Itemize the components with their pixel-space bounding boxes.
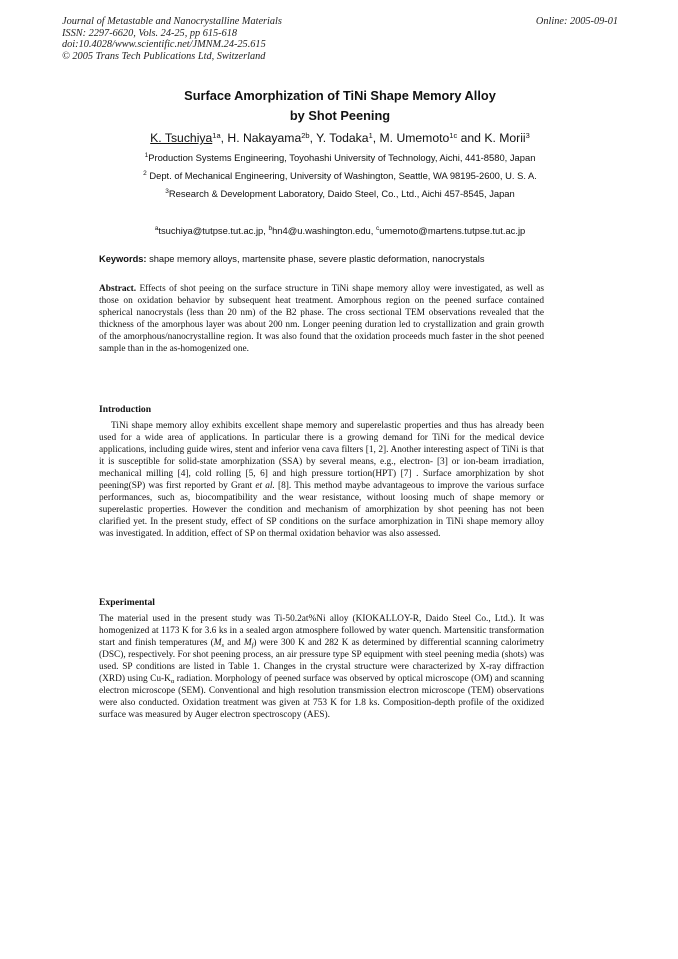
- author-name: M. Umemoto: [379, 131, 450, 145]
- author-4: [380, 131, 458, 145]
- email-sup: b: [268, 225, 273, 232]
- author-sup: 2b: [301, 131, 310, 140]
- email-2: [268, 225, 370, 236]
- affiliation-sup: 3: [165, 188, 169, 195]
- author-name: H. Nakayama: [227, 131, 302, 145]
- affiliation-text: Dept. of Mechanical Engineering, University of Washington, Seattle, WA 98195-2600, U. S. A.: [146, 170, 537, 181]
- intro-text-part-2: [8]. This method maybe advantageous to improve the various surface performances, such as, biocompatibility and the wear resistance, without loosing much of shape memory or superelastic properties. However the condition and mechanism of amorphization by shot peening has not been clarified yet. In the present study, effect of SP conditions on the surface amorphization in TiNi shape memory alloy was investigated. In addition, effect of SP on thermal oxidation behavior was also assessed.: [99, 481, 545, 539]
- author-1: [150, 131, 220, 145]
- email-text: hn4@u.washington.edu: [272, 225, 371, 236]
- author-5: [484, 131, 529, 145]
- email-sup: a: [154, 225, 159, 232]
- author-sup: 1c: [449, 131, 458, 140]
- author-3: [316, 131, 373, 145]
- affiliation-text: Research & Development Laboratory, Daido Steel, Co., Ltd., Aichi 457-8545, Japan: [168, 188, 515, 199]
- email-text: tsuchiya@tutpse.tut.ac.jp: [158, 225, 264, 236]
- author-name: K. Tsuchiya: [150, 131, 213, 145]
- paper-title: [62, 86, 618, 126]
- affiliation-text: Production Systems Engineering, Toyohashi University of Technology, Aichi, 441-8580, Japan: [148, 152, 536, 163]
- email-3: [376, 225, 525, 236]
- affiliation-2: [62, 170, 618, 182]
- email-text: umemoto@martens.tutpse.tut.ac.jp: [379, 225, 526, 236]
- author-2: [227, 131, 309, 145]
- intro-italic: et al.: [255, 481, 275, 491]
- keywords-text: shape memory alloys, martensite phase, severe plastic deformation, nanocrystals: [146, 254, 485, 264]
- doi-line: doi:10.4028/www.scientific.net/JMNM.24-25.615: [62, 39, 266, 51]
- title-line-2: by Shot Peening: [289, 108, 391, 123]
- experimental-heading: Experimental: [99, 597, 155, 608]
- mf-symbol: [244, 638, 254, 648]
- ms-m: M: [213, 638, 222, 648]
- ms-sub: s: [221, 642, 225, 649]
- expt-text-part-2: ) were 300 K and 282 K as determined by differential scanning calorimetry (DSC), respectively. For shot peening process, an air pressure type SP equipment with steel peening media (shots) was used. SP conditions are listed in Table 1. Changes in the crystal structure were characterized by X-ray diffraction (XRD) using Cu-K: [99, 638, 544, 684]
- issn-line: ISSN: 2297-6620, Vols. 24-25, pp 615-618: [62, 27, 238, 39]
- email-list: $^a$tsuchiya@tutpse.tut.ac.jp, $^b$hn4@u.washington.edu, $^c$umemoto@martens.tutpse.tut.ac.jp: [154, 225, 526, 236]
- keywords-label: Keywords:: [99, 254, 147, 264]
- affiliation-1: [62, 152, 618, 164]
- title-line-1: Surface Amorphization of TiNi Shape Memory Alloy: [184, 88, 496, 103]
- intro-text-part-1: TiNi shape memory alloy exhibits excellent shape memory and superelastic properties and thus has already been used for a wide area of applications. In particular there is a growing demand for TiNi for the medical device applications, including guide wires, stent and inferior vena cava filters [1, 2]. Another interesting aspect of TiNi is that it is susceptible for solid-state amorphization (SSA) by several means, e.g., electron- [3] or ion-beam irradiation, mechanical milling [4], cold rolling [5, 6] and high pressure tortion(HPT) [7] . Surface amorphization by shot peening(SP) was first reported by Grant: [99, 421, 544, 491]
- author-sup: 3: [525, 131, 530, 140]
- expt-text-part-3: radiation. Morphology of peened surface was observed by optical microscope (OM) and scanning electron microscope (SEM). Conventional and high resolution transmission electron microscope (TEM) observations were also conducted. Oxidation treatment was given at 753 K for 1.8 ks. Composition-depth profile of the oxidized surface was measured by Auger electron spectroscopy (AES).: [99, 674, 544, 720]
- author-sup: 1a: [212, 131, 221, 140]
- k-alpha-sub: α: [170, 678, 175, 685]
- introduction-heading: Introduction: [99, 404, 152, 415]
- affiliation-sup: 2: [143, 170, 147, 177]
- mf-m: M: [243, 638, 252, 648]
- author-list: K. Tsuchiya$^{1a}$, H. Nakayama$^{2b}$, Y. Todaka$^1$, M. Umemoto$^{1c}$ and K. Morii$^3$: [150, 131, 530, 145]
- journal-name: Journal of Metastable and Nanocrystalline Materials: [62, 16, 282, 27]
- authors-and: and: [460, 131, 481, 145]
- affiliation-3: [62, 188, 618, 200]
- online-date: Online: 2005-09-01: [535, 16, 618, 27]
- expt-and: and: [224, 638, 244, 648]
- expt-text-part-1: The material used in the present study was Ti-50.2at%Ni alloy (KIOKALLOY-R, Daido Steel Co., Ltd.). It was homogenized at 1173 K for 3.6 ks in a sealed argon atmosphere followed by water quench. Martensitic transformation start and finish temperatures (: [99, 614, 544, 648]
- mf-sub: f: [251, 642, 254, 649]
- ms-symbol: [214, 638, 224, 648]
- copyright-line: © 2005 Trans Tech Publications Ltd, Switzerland: [62, 50, 266, 62]
- abstract: [99, 283, 544, 355]
- introduction-body: [99, 420, 544, 540]
- email-1: [155, 225, 264, 236]
- affiliation-sup: 1: [144, 152, 149, 159]
- abstract-text: Effects of shot peeing on the surface structure in TiNi shape memory alloy were investigated, as well as those on oxidation behavior by subsequent heat treatment. Amorphous region on the peened surface contained spherical nanocrystals (less than 20 nm) of the B2 phase. The cross sectional TEM observations revealed that the thickness of the amorphous layer was about 200 nm. Longer peening duration led to crystallization and grain growth of the amorphous/nanocrystalline region. It was also found that the oxidation proceeds much faster in the shot peened sample than in the as-homogenized one.: [99, 284, 544, 354]
- author-name: Y. Todaka: [316, 131, 369, 145]
- keywords: [99, 253, 599, 265]
- experimental-body: [99, 613, 544, 721]
- journal-header: [62, 16, 618, 62]
- author-sup: 1: [368, 131, 373, 140]
- abstract-label: Abstract.: [99, 284, 137, 294]
- author-name: K. Morii: [484, 131, 526, 145]
- email-sup: c: [375, 225, 380, 232]
